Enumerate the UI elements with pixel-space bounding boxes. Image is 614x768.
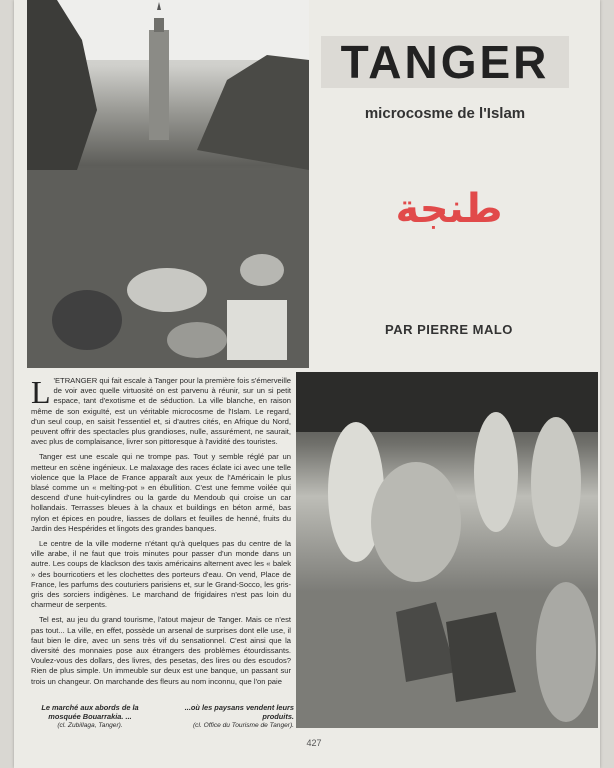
caption-right-text: ...où les paysans vendent leurs produits. — [184, 703, 294, 721]
arabic-title: طنجة — [395, 186, 503, 232]
magazine-page — [14, 0, 600, 768]
paragraph-text: qui fait escale à Tanger pour la première fois s'émerveille de voir avec quelle virtuosité on est parvenu à réunir, sur un si petit espace, tant d'exotisme et de séduction. La ville blanche, en raison même de son exiguïté, est un véritable microcosme de l'Islam. Le regard, d'un seul coup, en saisit l'essentiel et, si d'autres cités, en Afrique du Nord, peuvent offrir des spectacles plus grandioses, nulle, assurément, ne saurait, avec plus de complaisance, livrer son pittoresque à l'avidité des touristes. — [31, 376, 291, 447]
article-paragraph: Tanger est une escale qui ne trompe pas. Tout y semble réglé par un metteur en scène ingénieux. Le malaxage des races éclate ici avec une telle violence que la Place de France apparaît aux yeux de l'Américain le plus blasé comme un « melting-pot » en ébullition. C'est une femme voilée qui descend d'une huit-cylindres ou la garde du Mendoub qui croise un car hollandais. Terrasses bleues à la chaux et buildings en béton armé, bas nylon et épices en poudre, liasses de dollars et feuilles de henné, fruits du Jardin des Hespérides et lingots des grandes banques. — [31, 452, 291, 533]
peasants-market-photo — [296, 372, 598, 728]
market-minaret-illustration — [27, 0, 309, 368]
market-minaret-photo — [27, 0, 309, 368]
article-paragraph: Tel est, au jeu du grand tourisme, l'atout majeur de Tanger. Mais ce n'est pas tout... La ville, en effet, possède un arsenal de surprises dont elle use, il faut bien le dire, avec un sens très vif du sensationnel. C'est ainsi que la diversité des monnaies pose aux étrangers des problèmes étourdissants. Voulez-vous des dollars, des livres, des pesetas, des lires ou des escudos? Rien de plus simple. Un immeuble sur deux est une banque, un passant sur trois un changeur. On marchande des fleurs au nom inconnu, que l'on paie — [31, 615, 291, 686]
caption-left — [31, 703, 149, 730]
caption-left-credit: (cl. Zubillaga, Tanger). — [57, 722, 123, 729]
article-paragraph — [31, 376, 291, 447]
caption-right — [164, 703, 294, 730]
page-number: 427 — [306, 738, 322, 748]
article-paragraph: Le centre de la ville moderne n'étant qu'à quelques pas du centre de la ville arabe, il ne faut que trois minutes pour passer d'un monde dans un autre. Les coups de klackson des taxis américains alternent avec les « balek » des bourricotiers et les clochettes des porteurs d'eau. On vend, Place de France, les parfums des couturiers parisiens et, sur le Grand-Socco, les gris-gris des sorciers indigènes. Le marchand de frigidaires n'est pas loin du charmeur de serpents. — [31, 539, 291, 610]
article-body — [31, 376, 291, 692]
drop-cap: L — [31, 374, 51, 410]
peasants-market-illustration — [296, 372, 598, 728]
author-byline: PAR PIERRE MALO — [385, 322, 513, 337]
article-title: TANGER — [321, 36, 569, 88]
lead-caps: 'ETRANGER — [53, 376, 98, 385]
article-subtitle: microcosme de l'Islam — [364, 105, 526, 122]
caption-right-credit: (cl. Office du Tourisme de Tanger). — [192, 722, 294, 729]
caption-left-text: Le marché aux abords de la mosquée Bouarrakia. ... — [41, 703, 139, 721]
